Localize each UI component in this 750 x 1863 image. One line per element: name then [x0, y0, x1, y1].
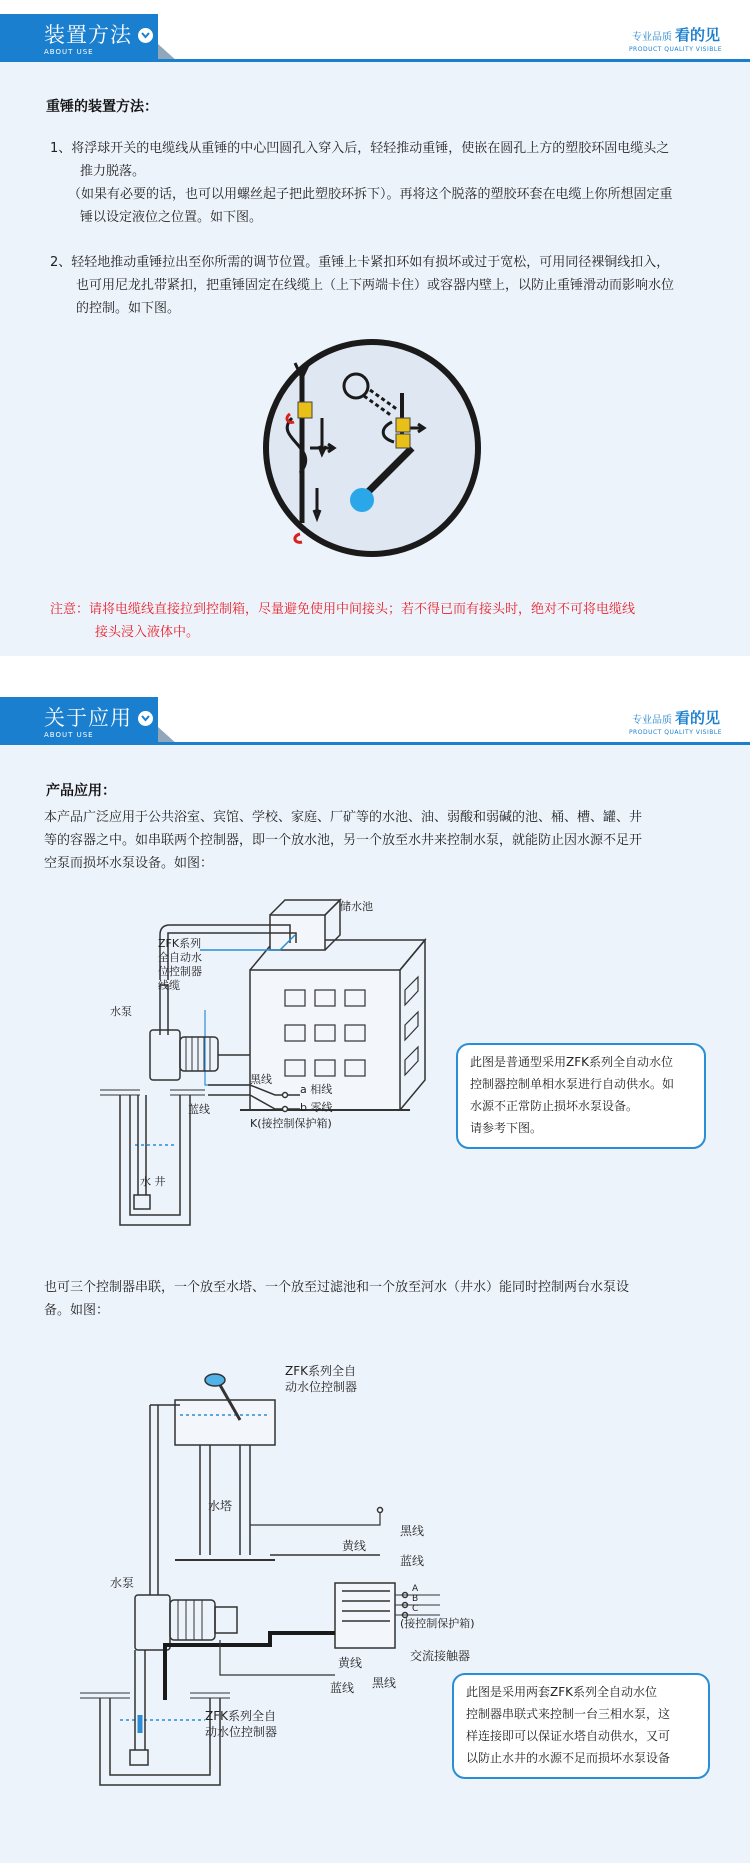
label-controller-4: 线缆	[158, 979, 180, 992]
installation-title: 装置方法	[44, 23, 132, 47]
label-controller-top-2: 动水位控制器	[285, 1380, 358, 1394]
label-black-wire: 黑线	[250, 1073, 272, 1086]
label-pool: 储水池	[340, 900, 373, 913]
weight-installation-diagram	[262, 338, 482, 558]
label-controller-bottom-1: ZFK系列全自	[205, 1709, 276, 1723]
label-terminal-c: C	[412, 1604, 419, 1614]
installation-header	[0, 0, 750, 62]
label-controller-top-1: ZFK系列全自	[285, 1364, 356, 1378]
weight-right-bottom	[396, 434, 410, 448]
tower-pump-note: 此图是采用两套ZFK系列全自动水位 控制器串联式来控制一台三相水泵，这 样连接即可以保证水塔自动供水，又可 以防止水井的水源不足而损坏水泵设备	[452, 1673, 710, 1779]
label-neutral-wire: b 零线	[300, 1101, 333, 1114]
label-black-wire: 黑线	[400, 1524, 425, 1538]
label-control-box: (接控制保护箱)	[400, 1617, 475, 1630]
application-paragraph-2: 也可三个控制器串联，一个放至水塔、一个放至过滤池和一个放至河水（井水）能同时控制两台水泵设 备。如图：	[44, 1280, 630, 1318]
label-blue-wire: 蓝线	[188, 1103, 210, 1116]
installation-step-2: 2、轻轻地推动重锤拉出至你所需的调节位置。重锤上卡紧扣环如有损坏或过于宽松，可用同径裸铜线扣入， 也可用尼龙扎带紧扣，把重锤固定在线缆上（上下两端卡住）或容器内壁上，以防止重锤滑动而影响水位 的控制。如下图。	[50, 255, 675, 316]
label-blue-wire-2: 蓝线	[330, 1681, 355, 1695]
label-controller-bottom-2: 动水位控制器	[205, 1725, 278, 1739]
application-title: 关于应用	[44, 706, 132, 730]
label-pump: 水泵	[110, 1005, 132, 1018]
application-heading: 产品应用：	[46, 783, 116, 799]
tower-pump-diagram	[80, 1355, 480, 1795]
weight-right-top	[396, 418, 410, 432]
label-contactor: 交流接触器	[410, 1649, 471, 1663]
single-pump-note: 此图是普通型采用ZFK系列全自动水位 控制器控制单相水泵进行自动供水。如 水源不正常防止损坏水泵设备。 请参考下图。	[456, 1043, 706, 1149]
installation-step-1: 1、将浮球开关的电缆线从重锤的中心凹圆孔入穿入后，轻轻推动重锤，使嵌在圆孔上方的塑胶环固电缆头之 推力脱落。 （如果有必要的话，也可以用螺丝起子把此塑胶环拆下）。再将这个脱落的塑胶环套在电缆上你所想固定重 锤以设定液位之位置。如下图。	[50, 141, 673, 225]
chevron-down-icon	[138, 28, 153, 43]
brand-slogan: 专业品质 看的见	[631, 709, 720, 727]
weight-left	[298, 402, 312, 418]
label-yellow-wire-2: 黄线	[338, 1656, 363, 1670]
installation-heading: 重锤的装置方法：	[46, 99, 158, 115]
label-terminal-a: A	[412, 1584, 419, 1594]
label-blue-wire: 蓝线	[400, 1554, 425, 1568]
installation-warning: 注意：请将电缆线直接拉到控制箱，尽量避免使用中间接头；若不得已而有接头时，绝对不可将电缆线 接头浸入液体中。	[50, 602, 636, 640]
label-phase-wire: a 相线	[300, 1083, 333, 1096]
label-tower: 水塔	[207, 1499, 233, 1513]
single-pump-diagram	[100, 895, 460, 1240]
application-paragraph-1: 本产品广泛应用于公共浴室、宾馆、学校、家庭、厂矿等的水池、油、弱酸和弱碱的池、桶、槽、罐、井 等的容器之中。如串联两个控制器，即一个放水池，另一个放至水井来控制水泵，就能防止因水源不足开 空泵而损坏水泵设备。如图：	[44, 810, 643, 871]
application-header	[0, 683, 750, 745]
float-ball	[350, 488, 374, 512]
label-control-box: K(接控制保护箱)	[250, 1117, 332, 1130]
label-terminal-b: B	[412, 1594, 419, 1604]
brand-slogan: 专业品质 看的见	[631, 26, 720, 44]
chevron-down-icon	[138, 711, 153, 726]
application-subtitle: ABOUT USE	[44, 731, 94, 739]
label-well: 水 井	[140, 1175, 166, 1188]
installation-subtitle: ABOUT USE	[44, 48, 94, 56]
label-controller-3: 位控制器	[158, 965, 202, 978]
brand-slogan-en: PRODUCT QUALITY VISIBLE	[628, 729, 722, 736]
label-black-wire-2: 黑线	[372, 1676, 397, 1690]
label-controller-1: ZFK系列	[158, 937, 202, 950]
brand-slogan-en: PRODUCT QUALITY VISIBLE	[628, 46, 722, 53]
label-controller-2: 全自动水	[158, 951, 202, 964]
label-yellow-wire: 黄线	[342, 1539, 367, 1553]
label-pump: 水泵	[110, 1576, 135, 1590]
